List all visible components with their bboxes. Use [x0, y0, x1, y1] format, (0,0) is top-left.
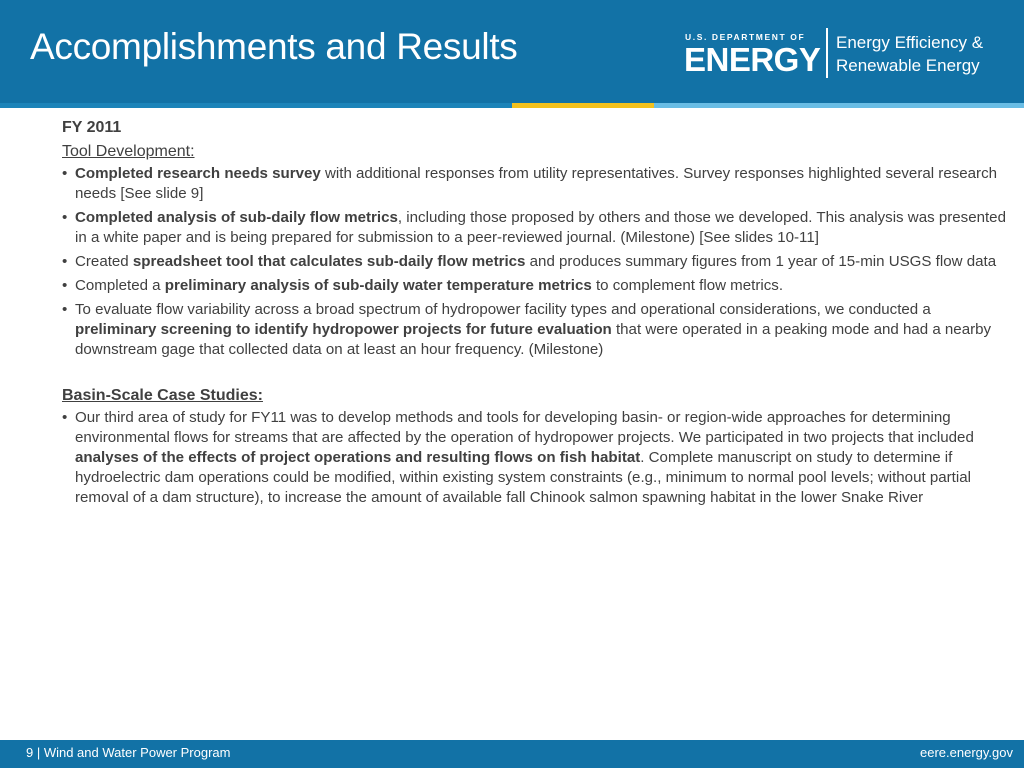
bullet-marker: •: [62, 277, 68, 294]
bullet-bold-text: preliminary analysis of sub-daily water temperature metrics: [164, 277, 592, 294]
bullet-text: and produces summary figures from 1 year of 15-min USGS flow data: [525, 253, 997, 270]
bullet-item: [62, 164, 1007, 204]
footer-bar: [0, 740, 1024, 768]
bullet-item: [62, 408, 1007, 508]
footer-website: eere.energy.gov: [920, 745, 1013, 760]
bullet-bold-text: Completed research needs survey: [75, 165, 321, 182]
tool-development-list: [62, 164, 1007, 360]
bullet-marker: •: [62, 301, 68, 318]
logo-divider: [826, 28, 828, 78]
bullet-item: [62, 276, 1007, 296]
bullet-text: Created: [75, 253, 133, 270]
page-title: Accomplishments and Results: [30, 26, 518, 67]
bullet-text: to complement flow metrics.: [591, 277, 784, 294]
tool-development-heading: Tool Development:: [62, 143, 195, 160]
bullet-text: Our third area of study for FY11 was to develop methods and tools for developing basin- or region-wide approaches for determining environmental flows for streams that are affected by the operation of hydropower projects. We participated in two projects that included: [75, 409, 974, 446]
bullet-bold-text: preliminary screening to identify hydropower projects for future evaluation: [75, 321, 612, 338]
bullet-marker: •: [62, 165, 68, 182]
logo-office-line1: Energy Efficiency &: [836, 33, 984, 52]
bullet-marker: •: [62, 253, 68, 270]
bullet-bold-text: analyses of the effects of project operations and resulting flows on fish habitat: [75, 449, 641, 466]
accent-stripe-light: [654, 103, 1024, 108]
bullet-text: . Complete manuscript on study to determine if hydroelectric dam operations could be modified, within existing system constraints (e.g., minimum to normal pool levels; without partial removal of a dam structure), to increase the amount of available fall Chinook salmon spawning habitat in the lower Snake River: [75, 449, 971, 506]
bullet-marker: •: [62, 209, 68, 226]
logo-office-line2: Renewable Energy: [836, 56, 980, 75]
bullet-bold-text: spreadsheet tool that calculates sub-daily flow metrics: [132, 253, 526, 270]
bullet-text: Completed a: [75, 277, 165, 294]
header-bar: [0, 0, 1024, 103]
fiscal-year-heading: FY 2011: [62, 119, 122, 136]
bullet-item: [62, 208, 1007, 248]
bullet-item: [62, 252, 1007, 272]
footer-page-program: 9 | Wind and Water Power Program: [26, 745, 231, 760]
bullet-text: To evaluate flow variability across a broad spectrum of hydropower facility types and operational considerations, we conducted a: [75, 301, 931, 318]
bullet-item: [62, 300, 1007, 360]
basin-studies-heading: Basin-Scale Case Studies:: [62, 387, 263, 404]
logo-energy-text: ENERGY: [684, 41, 821, 78]
basin-studies-list: [62, 408, 1007, 508]
bullet-marker: •: [62, 409, 68, 426]
slide-content: [62, 118, 1007, 512]
bullet-text: with additional responses from utility representatives. Survey responses highlighted several research needs [See slide 9]: [75, 165, 998, 202]
bullet-bold-text: Completed analysis of sub-daily flow metrics: [75, 209, 398, 226]
bullet-text: , including those proposed by others and those we developed. This analysis was presented in a white paper and is being prepared for submission to a peer-reviewed journal. (Milestone) [See slides 10-11]: [75, 209, 1006, 246]
accent-stripe-blue: [0, 103, 512, 108]
logo-dept-text: U.S. DEPARTMENT OF: [685, 32, 806, 42]
bullet-text: that were operated in a peaking mode and had a nearby downstream gage that collected data on at least an hour frequency. (Milestone): [75, 321, 992, 358]
accent-stripe-yellow: [512, 103, 654, 108]
